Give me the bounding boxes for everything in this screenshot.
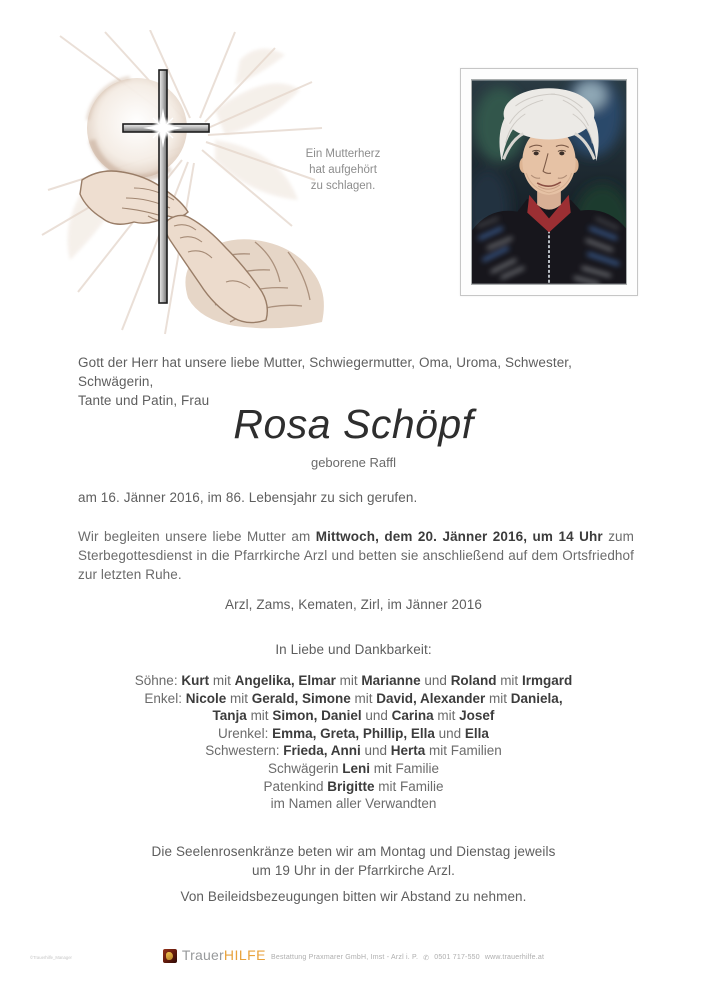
footer-company: Bestattung Praxmarer GmbH, Imst - Arzl i. P. (271, 954, 419, 961)
family-line-schwaegerin: Schwägerin Leni mit Familie (267, 760, 440, 776)
places-line: Arzl, Zams, Kematen, Zirl, im Jänner 2016 (225, 597, 482, 612)
copyright-note: ©Trauerhilfe_Manager (30, 956, 72, 961)
rosary-line: um 19 Uhr in der Pfarrkirche Arzl. (252, 863, 455, 878)
verse-line: hat aufgehört (309, 164, 377, 176)
trauerhilfe-logo-icon (163, 949, 177, 963)
phone-icon: ✆ (423, 954, 430, 962)
hands-and-cross-artwork (30, 30, 330, 335)
family-line-enkel-2: Tanja mit Simon, Daniel und Carina mit Josef (212, 708, 495, 724)
footer-phone: 0501 717-550 (434, 954, 480, 961)
rosary-line: Die Seelenrosenkränze beten wir am Montag und Dienstag jeweils (151, 844, 556, 859)
family-line-soehne: Söhne: Kurt mit Angelika, Elmar mit Marianne und Roland mit Irmgard (134, 673, 573, 688)
family-line-patenkind: Patenkind Brigitte mit Familie (263, 778, 444, 794)
portrait-photo (471, 79, 627, 285)
funeral-paragraph: Wir begleiten unsere liebe Mutter am Mittwoch, dem 20. Jänner 2016, um 14 Uhr zum Sterbegottesdienst in die Pfarrkirche Arzl und betten sie anschließend auf dem Ortsfriedhof zur letzten Ruhe. (78, 529, 634, 582)
family-line-urenkel: Urenkel: Emma, Greta, Phillip, Ella und Ella (218, 725, 489, 741)
footer (0, 947, 707, 965)
rosary-notice (0, 842, 707, 880)
verse-line: zu schlagen. (310, 180, 376, 192)
maiden-name: geborene Raffl (310, 455, 397, 470)
intro-line: Gott der Herr hat unsere liebe Mutter, Schwiegermutter, Oma, Uroma, Schwester, Schwägerin, (78, 355, 572, 389)
condolence-notice: Von Beileidsbezeugungen bitten wir Abstand zu nehmen. (180, 889, 527, 904)
brand-trauer: Trauer (181, 947, 224, 963)
intro-line: Tante und Patin, Frau (78, 393, 210, 408)
portrait-photo-frame (460, 68, 638, 296)
brand-hilfe: HILFE (223, 947, 267, 963)
family-line-enkel: Enkel: Nicole mit Gerald, Simone mit David, Alexander mit Daniela, (144, 690, 563, 706)
family-line-verwandte: im Namen aller Verwandten (270, 796, 437, 812)
footer-brand (182, 947, 266, 965)
family-line-schwestern: Schwestern: Frieda, Anni und Herta mit Familien (205, 743, 502, 759)
deceased-name: Rosa Schöpf (233, 401, 474, 447)
death-date-line: am 16. Jänner 2016, im 86. Lebensjahr zu sich gerufen. (78, 490, 418, 505)
family-list (0, 672, 707, 813)
tribute-heading: In Liebe und Dankbarkeit: (275, 642, 432, 657)
verse-line: Ein Mutterherz (305, 148, 381, 160)
footer-website: www.trauerhilfe.at (484, 954, 545, 961)
verse-text (288, 146, 398, 194)
